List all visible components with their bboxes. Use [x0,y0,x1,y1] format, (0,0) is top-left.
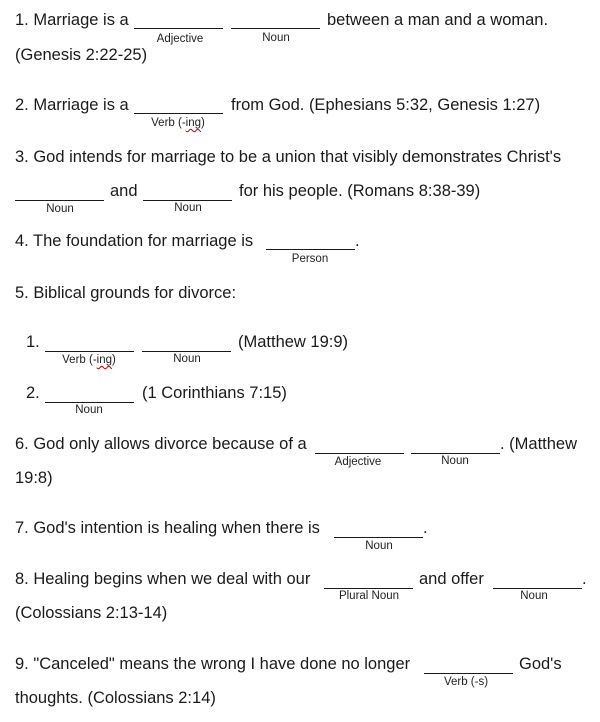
q1-blank-adjective[interactable] [134,27,223,29]
q3-blank-noun-2[interactable] [143,199,232,201]
q5-sub2-number: 2. [26,384,40,402]
q5-sub2-label-noun: Noun [75,404,103,416]
q6-suffix: . (Matthew [500,435,578,453]
q5-sub1-label-noun: Noun [173,353,201,365]
q2-suffix: from God. (Ephesians 5:32, Genesis 1:27) [231,96,541,114]
q6-blank-adjective[interactable] [315,452,404,454]
q9-suffix: God's [519,655,562,673]
q5-sub1-label-verb-ing: Verb (-ing) [62,354,116,366]
q8-label-noun: Noun [520,590,548,602]
q1-suffix: between a man and a woman. [327,11,549,29]
q5-sub1-number: 1. [26,333,40,351]
q1-label-adjective: Adjective [156,33,204,45]
q7-period: . [423,519,428,537]
q6-prefix: 6. God only allows divorce because of a [15,435,307,453]
q5-sub2-blank-noun[interactable] [45,401,134,403]
q3-and: and [110,182,138,200]
q4-blank-person[interactable] [266,248,355,250]
q9-line2: thoughts. (Colossians 2:14) [15,689,216,707]
q8-prefix: 8. Healing begins when we deal with our [15,570,311,588]
q7-prefix: 7. God's intention is healing when there is [15,519,320,537]
q4-label-person: Person [291,253,329,265]
q2-blank-verb[interactable] [134,112,223,114]
q3-line1: 3. God intends for marriage to be a union that visibly demonstrates Christ's [15,148,562,166]
q9-blank-verb[interactable] [424,672,513,674]
q2-prefix: 2. Marriage is a [15,96,129,114]
q5-heading: 5. Biblical grounds for divorce: [15,284,237,302]
q7-label-noun: Noun [365,540,393,552]
q3-blank-noun-1[interactable] [15,199,104,201]
q8-label-plural-noun: Plural Noun [338,590,400,602]
q6-blank-noun[interactable] [411,452,500,454]
q4-period: . [355,232,360,250]
q8-period: . [582,570,587,588]
q9-prefix: 9. "Canceled" means the wrong I have done no longer [15,655,411,673]
q5-sub1-blank-verb[interactable] [45,350,134,352]
q3-suffix: for his people. (Romans 8:38-39) [239,182,481,200]
q8-reference: (Colossians 2:13-14) [15,604,168,622]
q5-sub1-reference: (Matthew 19:9) [238,333,349,351]
q1-blank-noun[interactable] [231,27,320,29]
q8-blank-noun[interactable] [493,587,582,589]
q1-prefix: 1. Marriage is a [15,11,129,29]
q6-line2: 19:8) [15,469,53,487]
q2-label-verb-ing: Verb (-ing) [151,117,205,129]
q8-blank-plural-noun[interactable] [324,587,413,589]
q5-sub1-blank-noun[interactable] [142,350,231,352]
q9-label-verb-s: Verb (-s) [443,676,489,688]
q3-label-noun-2: Noun [174,202,202,214]
q3-label-noun-1: Noun [46,203,74,215]
q1-reference: (Genesis 2:22-25) [15,46,148,64]
q7-blank-noun[interactable] [334,536,423,538]
q6-label-adjective: Adjective [334,456,382,468]
q1-label-noun: Noun [262,32,290,44]
q8-middle: and offer [419,570,484,588]
q4-prefix: 4. The foundation for marriage is [15,232,254,250]
q5-sub2-reference: (1 Corinthians 7:15) [142,384,287,402]
q6-label-noun: Noun [441,455,469,467]
